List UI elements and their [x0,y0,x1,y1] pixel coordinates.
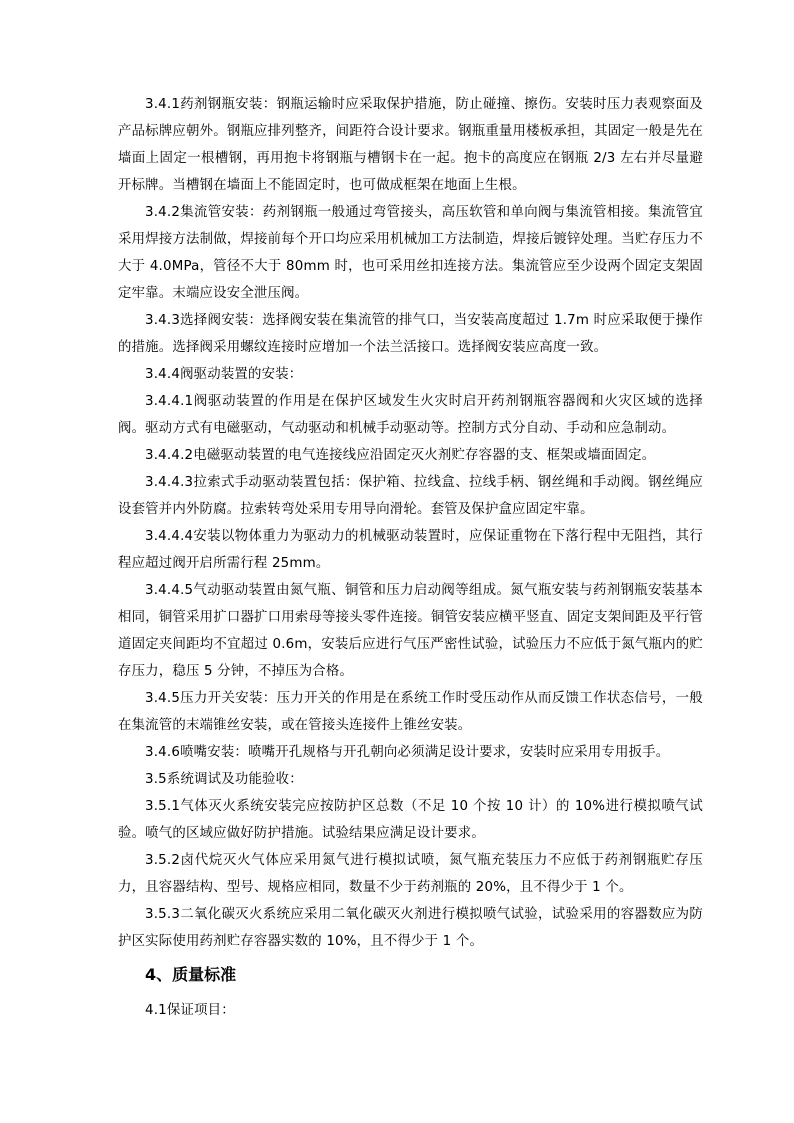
paragraph-3-5: 3.5系统调试及功能验收： [145,772,303,787]
paragraph-3-4-4-3: 3.4.4.3拉索式手动驱动装置包括：保护箱、拉线盒、拉线手柄、钢丝绳和手动阀。钢丝绳应设套管并内外防腐。拉索转弯处采用专用导向滑轮。套管及保护盒应固定牢靠。 [118,475,703,517]
paragraph-3-5-1: 3.5.1气体灭火系统安装完应按防护区总数（不足 10 个按 10 计）的 10%进行模拟喷气试验。喷气的区域应做好防护措施。试验结果应满足设计要求。 [118,799,703,841]
paragraph-3-4-5: 3.4.5压力开关安装：压力开关的作用是在系统工作时受压动作从而反馈工作状态信号，一般在集流管的末端锥丝安装，或在管接头连接件上锥丝安装。 [118,691,703,733]
paragraph-3-4-4-5: 3.4.4.5气动驱动装置由氮气瓶、铜管和压力启动阀等组成。氮气瓶安装与药剂钢瓶安装基本相同，铜管采用扩口器扩口用索母等接头零件连接。铜管安装应横平竖直、固定支架间距及平行管道固定夹间距均不宜超过 0.6m，安装后应进行气压严密性试验，试验压力不应低于氮气瓶内的贮存压力，稳压 5 分钟，不掉压为合格。 [118,583,703,679]
paragraph-3-4-4: 3.4.4阀驱动装置的安装： [145,367,303,382]
paragraph-3-4-6: 3.4.6喷嘴安装：喷嘴开孔规格与开孔朝向必须满足设计要求，安装时应采用专用扳手。 [145,745,670,760]
paragraph-3-4-4-1: 3.4.4.1阀驱动装置的作用是在保护区域发生火灾时启开药剂钢瓶容器阀和火灾区域的选择阀。驱动方式有电磁驱动，气动驱动和机械手动驱动等。控制方式分自动、手动和应急制动。 [118,394,703,436]
paragraph-3-4-1: 3.4.1药剂钢瓶安装：钢瓶运输时应采取保护措施，防止碰撞、擦伤。安装时压力表观察面及产品标牌应朝外。钢瓶应排列整齐，间距符合设计要求。钢瓶重量用楼板承担，其固定一般是先在墙面上固定一根槽钢，再用抱卡将钢瓶与槽钢卡在一起。抱卡的高度应在钢瓶 2/3 左右并尽量避开标牌。当槽钢在墙面上不能固定时，也可做成框架在地面上生根。 [118,97,703,193]
document-body [118,91,703,1024]
paragraph-3-4-4-2: 3.4.4.2电磁驱动装置的电气连接线应沿固定灭火剂贮存容器的支、框架或墙面固定。 [145,448,656,463]
section-heading: 4、质量标准 [145,965,237,984]
paragraph-3-5-3: 3.5.3二氧化碳灭火系统应采用二氧化碳灭火剂进行模拟喷气试验，试验采用的容器数应为防护区实际使用药剂贮存容器实数的 10%，且不得少于 1 个。 [118,907,703,949]
paragraph-4-1: 4.1保证项目： [145,1003,235,1018]
paragraph-3-4-2: 3.4.2集流管安装：药剂钢瓶一般通过弯管接头，高压软管和单向阀与集流管相接。集流管宜采用焊接方法制做，焊接前每个开口均应采用机械加工方法制造，焊接后镀锌处理。当贮存压力不大于 4.0MPa，管径不大于 80mm 时，也可采用丝扣连接方法。集流管应至少设两个固定支架固定牢靠。末端应设安全泄压阀。 [118,205,703,301]
paragraph-3-5-2: 3.5.2卤代烷灭火气体应采用氮气进行模拟试喷，氮气瓶充装压力不应低于药剂钢瓶贮存压力，且容器结构、型号、规格应相同，数量不少于药剂瓶的 20%，且不得少于 1 个。 [118,853,703,895]
paragraph-3-4-4-4: 3.4.4.4安装以物体重力为驱动力的机械驱动装置时，应保证重物在下落行程中无阻挡，其行程应超过阀开启所需行程 25mm。 [118,529,703,571]
paragraph-3-4-3: 3.4.3选择阀安装：选择阀安装在集流管的排气口，当安装高度超过 1.7m 时应采取便于操作的措施。选择阀采用螺纹连接时应增加一个法兰活接口。选择阀安装应高度一致。 [118,313,703,355]
